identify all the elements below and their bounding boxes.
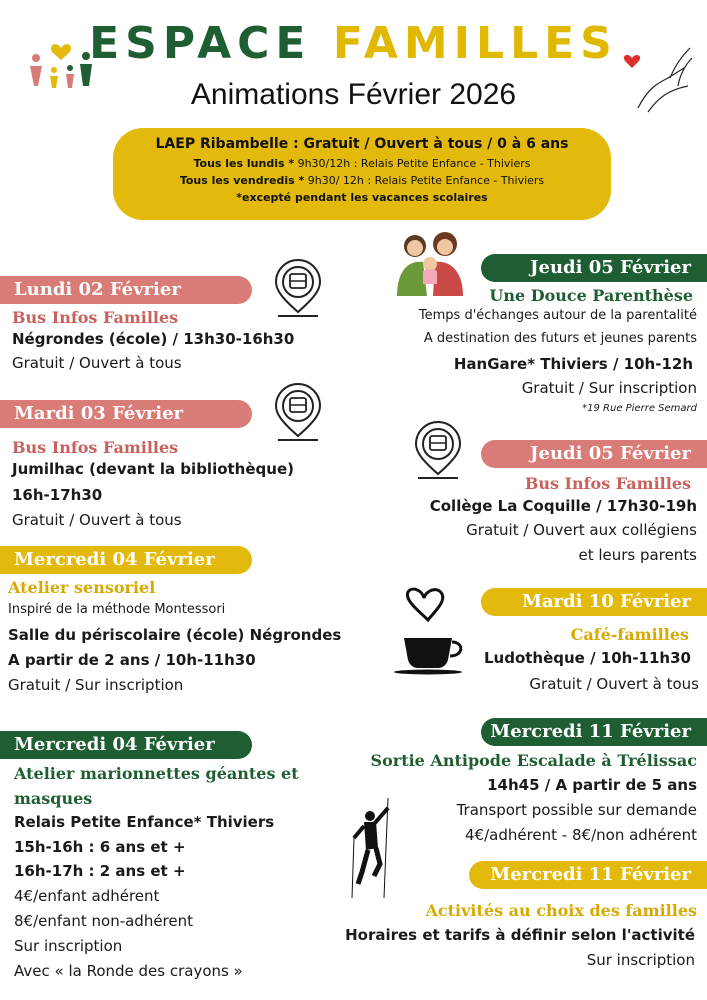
event-info: Gratuit / Ouvert à tous [12, 511, 182, 529]
event-info: Gratuit / Sur inscription [8, 676, 184, 694]
event-with: Avec « la Ronde des crayons » [14, 962, 243, 980]
event-date-jeudi-05: Jeudi 05 Février [481, 254, 707, 282]
event-desc: Horaires et tarifs à définir selon l'activité [345, 926, 695, 944]
event-place: HanGare* Thiviers / 10h-12h [453, 355, 693, 373]
event-info: Gratuit / Ouvert à tous [529, 675, 699, 693]
event-place: Jumilhac (devant la bibliothèque) [12, 460, 294, 478]
event-date-mardi-10: Mardi 10 Février [481, 588, 707, 616]
climber-icon [348, 798, 396, 898]
bus-location-pin-icon [412, 420, 464, 482]
event-date-mercredi-04: Mercredi 04 Février [0, 546, 252, 574]
event-place: Négrondes (école) / 13h30-16h30 [12, 330, 295, 348]
event-price-1: 4€/enfant adhérent [14, 887, 160, 905]
event-info: Sur inscription [14, 937, 123, 955]
event-time: A partir de 2 ans / 10h-11h30 [8, 651, 256, 669]
laep-heading: LAEP Ribambelle : Gratuit / Ouvert à tous / 0 à 6 ans [155, 136, 569, 152]
event-date-mercredi-11-b: Mercredi 11 Février [469, 861, 707, 889]
event-title-line1: Atelier marionnettes géantes et [14, 764, 299, 783]
laep-line-fridays: Tous les vendredis * 9h30/ 12h : Relais Petite Enfance - Thiviers [179, 174, 545, 187]
event-session-2: 16h-17h : 2 ans et + [14, 862, 186, 880]
family-icon [393, 230, 469, 296]
event-title: Café-familles [570, 625, 689, 644]
event-info: Gratuit / Sur inscription [521, 379, 697, 397]
bus-location-pin-icon [272, 258, 324, 320]
event-title: Bus Infos Familles [12, 438, 179, 457]
event-desc-2: A destination des futurs et jeunes parents [423, 331, 697, 346]
event-session-1: 15h-16h : 6 ans et + [14, 838, 186, 856]
event-place: 14h45 / A partir de 5 ans [487, 776, 697, 794]
event-place: Ludothèque / 10h-11h30 [483, 649, 691, 667]
event-address: *19 Rue Pierre Semard [582, 403, 697, 414]
event-price: 4€/adhérent - 8€/non adhérent [465, 826, 697, 844]
event-title: Une Douce Parenthèse [489, 286, 693, 305]
laep-note: *excepté pendant les vacances scolaires [236, 191, 488, 204]
event-desc: Transport possible sur demande [456, 801, 697, 819]
event-info-2: et leurs parents [578, 546, 697, 564]
event-info: Gratuit / Ouvert à tous [12, 354, 182, 372]
event-title: Activités au choix des familles [425, 901, 697, 920]
event-date-mercredi-11: Mercredi 11 Février [481, 718, 707, 746]
event-title: Bus Infos Familles [12, 308, 179, 327]
laep-line-mondays: Tous les lundis * 9h30/12h : Relais Petite Enfance - Thiviers [193, 157, 531, 170]
coffee-heart-icon [390, 588, 466, 674]
event-title: Sortie Antipode Escalade à Trélissac [370, 751, 697, 770]
page-subtitle: Animations Février 2026 [190, 78, 517, 111]
event-desc-1: Temps d'échanges autour de la parentalité [418, 308, 697, 323]
event-time: 16h-17h30 [12, 486, 103, 504]
event-info: Sur inscription [586, 951, 695, 969]
laep-box [113, 128, 611, 220]
event-place: Collège La Coquille / 17h30-19h [429, 497, 697, 515]
event-place: Relais Petite Enfance* Thiviers [14, 813, 275, 831]
event-title: Bus Infos Familles [524, 474, 691, 493]
event-date-lundi-02: Lundi 02 Février [0, 276, 252, 304]
event-date-mercredi-04-b: Mercredi 04 Février [0, 731, 252, 759]
event-title: Atelier sensoriel [8, 578, 156, 597]
event-price-2: 8€/enfant non-adhérent [14, 912, 194, 930]
bus-location-pin-icon [272, 382, 324, 444]
event-desc: Inspiré de la méthode Montessori [8, 602, 226, 617]
event-date-mardi-03: Mardi 03 Février [0, 400, 252, 428]
event-info-1: Gratuit / Ouvert aux collégiens [466, 521, 697, 539]
page-title: ESPACE FAMILLES [89, 18, 618, 69]
event-place: Salle du périscolaire (école) Négrondes [8, 626, 342, 644]
event-date-jeudi-05-b: Jeudi 05 Février [481, 440, 707, 468]
event-title-line2: masques [14, 789, 93, 808]
